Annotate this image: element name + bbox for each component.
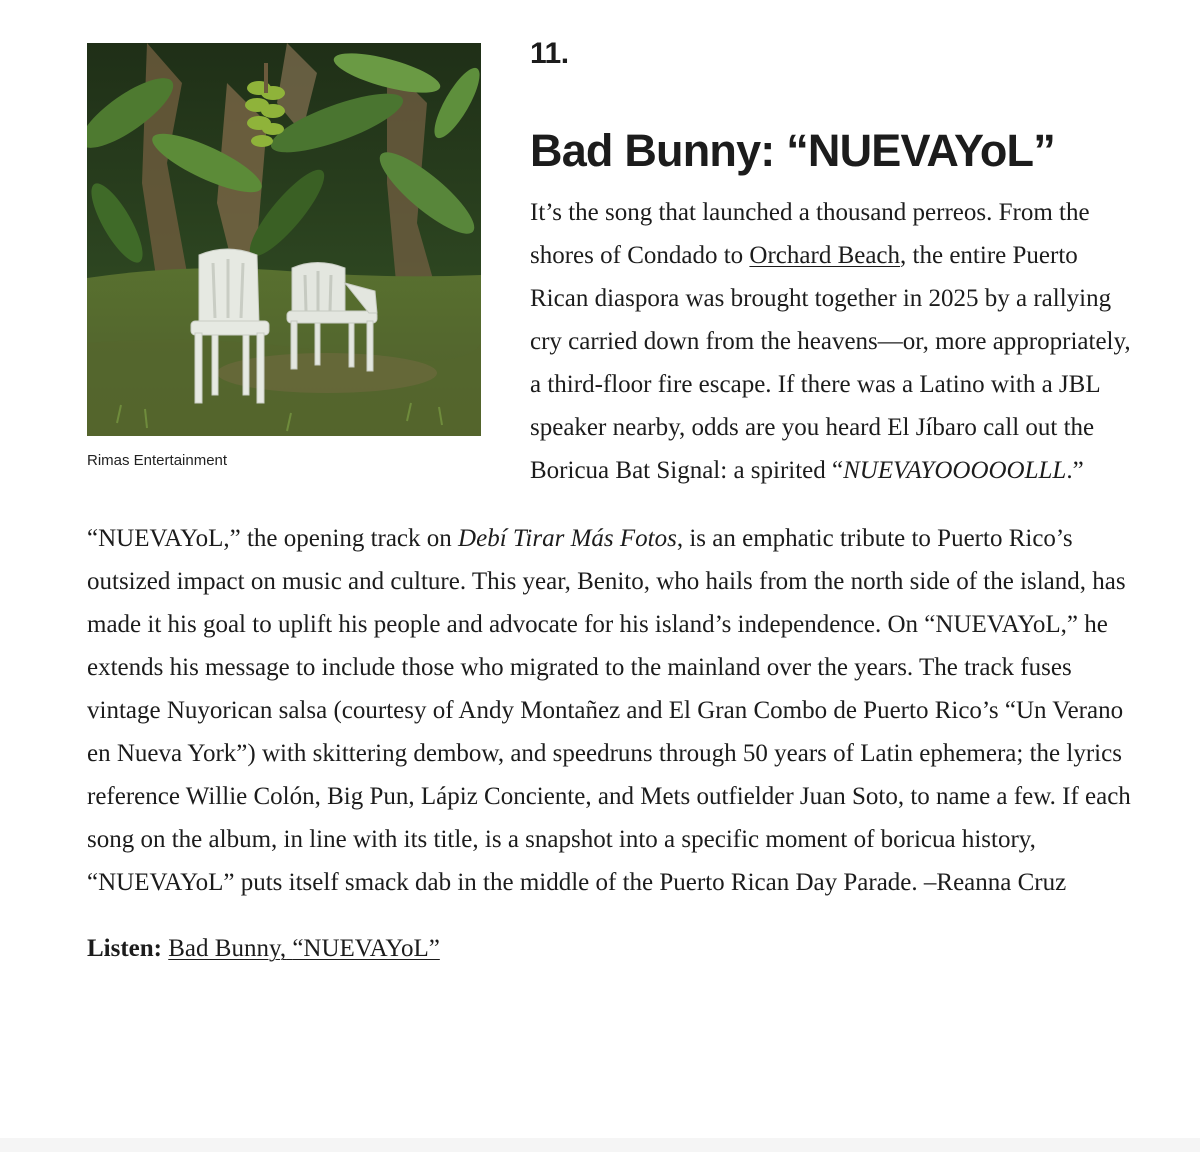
- entry-rank: 11.: [530, 37, 569, 70]
- orchard-beach-link[interactable]: Orchard Beach: [749, 242, 901, 269]
- paragraph-emphasis: NUEVAYOOOOOLLL: [843, 457, 1067, 484]
- review-paragraph-2: [87, 517, 1137, 904]
- paragraph-text: .”: [1066, 457, 1084, 484]
- article-entry: [87, 0, 1137, 970]
- album-cover-image[interactable]: [87, 43, 481, 436]
- page-bottom-edge: [0, 1138, 1200, 1152]
- listen-line: [87, 927, 1137, 970]
- listen-link-track: “NUEVAYoL”: [292, 935, 440, 962]
- album-figure: [87, 43, 481, 471]
- paragraph-text: “NUEVAYoL,” the opening track on: [87, 525, 459, 552]
- entry-title: Bad Bunny: “NUEVAYoL”: [530, 125, 1055, 176]
- paragraph-text: , is an emphatic tribute to Puerto Rico’s outsized impact on music and culture. This year, Benito, who hails from the north side of the island, has made it his goal to uplift his people and advocate for his island’s independence. On “NUEVAYoL,” he extends his message to include those who migrated to the mainland over the years. The track fuses vintage Nuyorican salsa (courtesy of Andy Montañez and El Gran Combo de Puerto Rico’s “Un Verano en Nueva York”) with skittering dembow, and speedruns through 50 years of Latin ephemera; the lyrics reference Willie Colón, Big Pun, Lápiz Conciente, and Mets outfielder Juan Soto, to name a few. If each song on the album, in line with its title, is a snapshot into a specific moment of boricua history, “NUEVAYoL” puts itself smack dab in the middle of the Puerto Rican Day Parade. –Reanna Cruz: [87, 525, 1131, 896]
- listen-label: Listen:: [87, 935, 162, 962]
- listen-link[interactable]: [168, 935, 440, 962]
- paragraph-text: , the entire Puerto Rican diaspora was brought together in 2025 by a rallying cry carried down from the heavens—or, more appropriately, a third-floor fire escape. If there was a Latino with a JBL speaker nearby, odds are you heard El Jíbaro call out the Boricua Bat Signal: a spirited “: [530, 242, 1131, 484]
- paragraph-text: It’s the song that launched a thousand perreos. From the shores of Condado to: [530, 199, 1090, 269]
- image-credit: Rimas Entertainment: [87, 452, 228, 469]
- listen-link-artist: Bad Bunny,: [168, 935, 287, 962]
- album-title-emphasis: Debí Tirar Más Fotos: [458, 525, 677, 552]
